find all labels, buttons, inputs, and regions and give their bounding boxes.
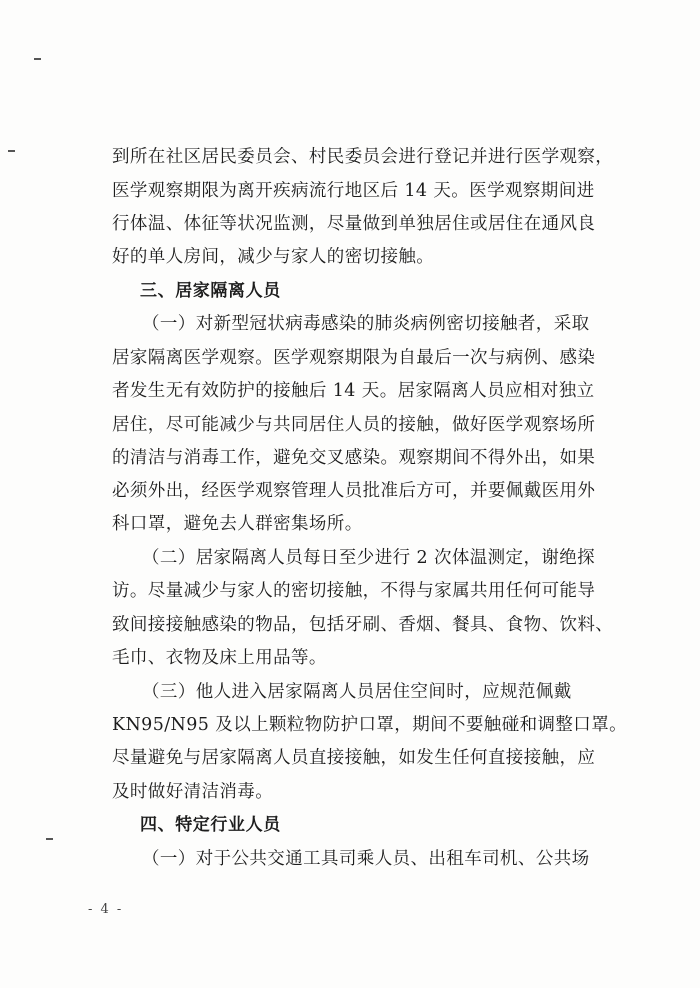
paragraph-line: 及时做好清洁消毒。 [112,782,274,802]
paragraph-line: 到所在社区居民委员会、村民委员会进行登记并进行医学观察， [112,147,614,167]
scan-mark [34,58,41,60]
section-heading-home-isolation: 三、居家隔离人员 [140,281,281,301]
paragraph-line: 好的单人房间，减少与家人的密切接触。 [112,247,435,267]
paragraph-line: 行体温、体征等状况监测，尽量做到单独居住或居住在通风良 [112,214,596,234]
paragraph-line: 致间接接触感染的物品，包括牙刷、香烟、餐具、食物、饮料、 [112,615,614,635]
paragraph-line: 居家隔离医学观察。医学观察期限为自最后一次与病例、感染 [112,348,596,368]
paragraph-line: 者发生无有效防护的接触后 14 天。居家隔离人员应相对独立 [112,381,595,401]
scan-mark [8,150,15,152]
paragraph-line: 毛巾、衣物及床上用品等。 [112,648,327,668]
paragraph-line: 医学观察期限为离开疾病流行地区后 14 天。医学观察期间进 [112,181,595,201]
scan-mark [46,838,53,840]
paragraph-line: （二）居家隔离人员每日至少进行 2 次体温测定，谢绝探 [142,548,596,568]
paragraph-line: 科口罩，避免去人群密集场所。 [112,514,363,534]
paragraph-line: 尽量避免与居家隔离人员直接接触，如发生任何直接接触，应 [112,748,596,768]
paragraph-line: 居住，尽可能减少与共同居住人员的接触，做好医学观察场所 [112,415,596,435]
paragraph-line: （三）他人进入居家隔离人员居住空间时，应规范佩戴 [142,682,572,702]
paragraph-line: （一）对于公共交通工具司乘人员、出租车司机、公共场 [142,849,590,869]
paragraph-line: KN95/N95 及以上颗粒物防护口罩，期间不要触碰和调整口罩。 [112,715,627,735]
paragraph-line: （一）对新型冠状病毒感染的肺炎病例密切接触者，采取 [142,314,590,334]
paragraph-line: 必须外出，经医学观察管理人员批准后方可，并要佩戴医用外 [112,481,596,501]
page-number: - 4 - [88,902,124,917]
section-heading-specific-industries: 四、特定行业人员 [140,815,281,835]
paragraph-line: 访。尽量减少与家人的密切接触，不得与家属共用任何可能导 [112,581,596,601]
paragraph-line: 的清洁与消毒工作，避免交叉感染。观察期间不得外出，如果 [112,448,596,468]
